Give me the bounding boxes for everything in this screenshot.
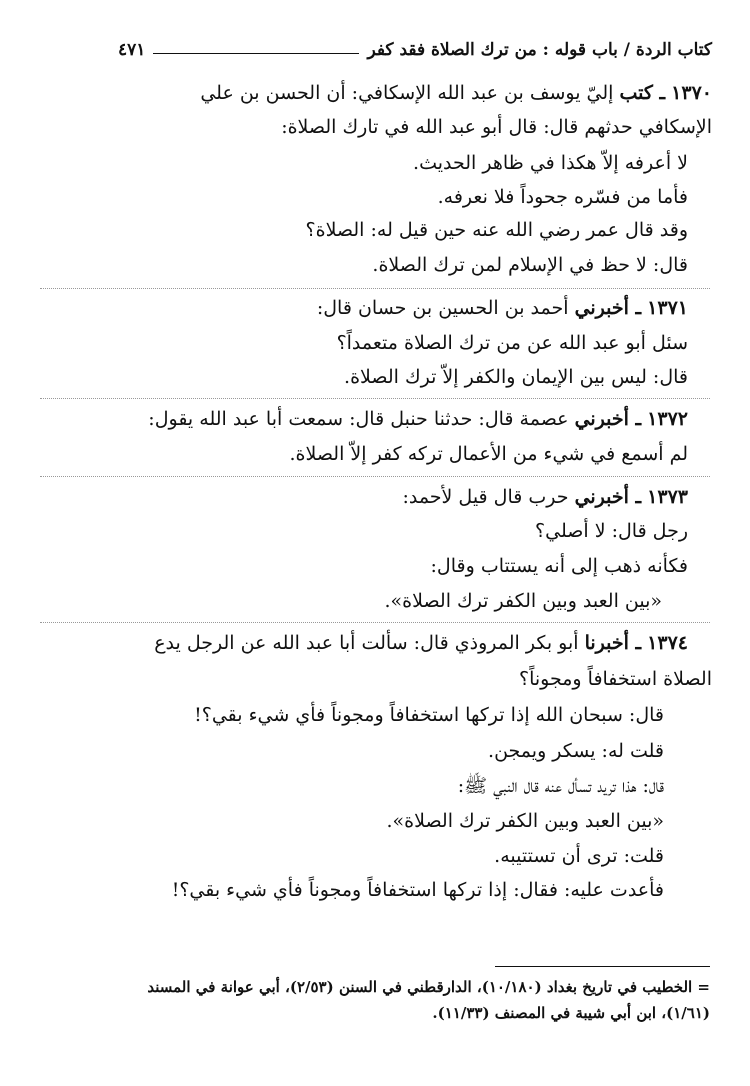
entry-1374-line-8: فأعدت عليه: فقال: إذا تركها استخفافاً ومجوناً فأي شيء بقي؟! — [171, 879, 664, 901]
entry-text: إليّ يوسف بن عبد الله الإسكافي: أن الحسن بن علي — [200, 82, 614, 104]
footnote-line-1: = الخطيب في تاريخ بغداد (١٠/١٨٠)، الدارقطني في السنن (٢/٥٣)، أبي عوانة في المسند — [147, 978, 710, 996]
page-number: ٤٧١ — [118, 40, 146, 60]
footnote-line-2: (١/٦١)، ابن أبي شيبة في المصنف (١١/٣٣). — [432, 1004, 710, 1022]
entry-keyword: أخبرنا — [584, 632, 629, 654]
entry-keyword: كتب — [619, 82, 653, 104]
entry-keyword: أخبرني — [574, 408, 629, 430]
entry-text: عصمة قال: حدثنا حنبل قال: سمعت أبا عبد الله يقول: — [148, 408, 569, 430]
entry-1372-line-2: لم أسمع في شيء من الأعمال تركه كفر إلاّ الصلاة. — [289, 443, 688, 465]
entry-1370-line-3: لا أعرفه إلاّ هكذا في ظاهر الحديث. — [413, 152, 688, 174]
entry-separator — [40, 622, 710, 623]
running-header — [118, 34, 712, 60]
entry-1373-line-4: «بين العبد وبين الكفر ترك الصلاة». — [384, 590, 662, 612]
entry-1370-line-5: وقد قال عمر رضي الله عنه حين قيل له: الصلاة؟ — [305, 219, 688, 241]
entry-number: ١٣٧٢ — [647, 408, 688, 430]
entry-1371-line-3: قال: ليس بين الإيمان والكفر إلاّ ترك الصلاة. — [344, 366, 688, 388]
entry-keyword: أخبرني — [574, 486, 629, 508]
entry-1374-line-4: قلت له: يسكر ويمجن. — [488, 740, 664, 762]
header-rule — [153, 53, 359, 54]
entry-separator — [40, 288, 710, 289]
entry-1370-line-4: فأما من فسّره جحوداً فلا نعرفه. — [437, 186, 688, 208]
entry-1370-line-2: الإسكافي حدثهم قال: قال أبو عبد الله في تارك الصلاة: — [281, 116, 712, 138]
entry-1374-line-3: قال: سبحان الله إذا تركها استخفافاً ومجوناً فأي شيء بقي؟! — [194, 704, 664, 726]
entry-text: أبو بكر المروذي قال: سألت أبا عبد الله عن الرجل يدع — [154, 632, 579, 654]
entry-separator — [40, 398, 710, 399]
entry-separator — [40, 476, 710, 477]
entry-number: ١٣٧٣ — [647, 486, 688, 508]
entry-1373-line-1: ١٣٧٣ ـ أخبرني حرب قال قيل لأحمد: — [402, 486, 688, 508]
entry-number: ١٣٧٤ — [647, 632, 688, 654]
entry-1374-line-5: قال: هذا تريد تسأل عنه قال النبي ﷺ: — [457, 775, 664, 797]
entry-1374-line-2: الصلاة استخفافاً ومجوناً؟ — [519, 668, 712, 690]
entry-1370-line-1: ١٣٧٠ ـ كتب إليّ يوسف بن عبد الله الإسكافي: أن الحسن بن علي — [200, 82, 712, 104]
entry-number: ١٣٧١ — [647, 297, 688, 319]
entry-text: حرب قال قيل لأحمد: — [402, 486, 569, 508]
entry-1373-line-2: رجل قال: لا أصلي؟ — [535, 520, 688, 542]
footnote-rule — [495, 966, 710, 967]
entry-1374-line-7: قلت: ترى أن تستتيبه. — [494, 845, 664, 867]
entry-1374-line-6: «بين العبد وبين الكفر ترك الصلاة». — [386, 810, 664, 832]
entry-1374-line-1: ١٣٧٤ ـ أخبرنا أبو بكر المروذي قال: سألت أبا عبد الله عن الرجل يدع — [154, 632, 688, 654]
entry-1373-line-3: فكأنه ذهب إلى أنه يستتاب وقال: — [430, 555, 688, 577]
entry-1372-line-1: ١٣٧٢ ـ أخبرني عصمة قال: حدثنا حنبل قال: سمعت أبا عبد الله يقول: — [148, 408, 688, 430]
entry-text: أحمد بن الحسين بن حسان قال: — [316, 297, 569, 319]
entry-1371-line-1: ١٣٧١ ـ أخبرني أحمد بن الحسين بن حسان قال: — [316, 297, 688, 319]
entry-1370-line-6: قال: لا حظ في الإسلام لمن ترك الصلاة. — [372, 254, 688, 276]
header-title: كتاب الردة / باب قوله : من ترك الصلاة فقد كفر — [367, 40, 712, 60]
entry-number: ١٣٧٠ — [671, 82, 712, 104]
entry-1371-line-2: سئل أبو عبد الله عن من ترك الصلاة متعمداً؟ — [336, 332, 688, 354]
entry-keyword: أخبرني — [574, 297, 629, 319]
